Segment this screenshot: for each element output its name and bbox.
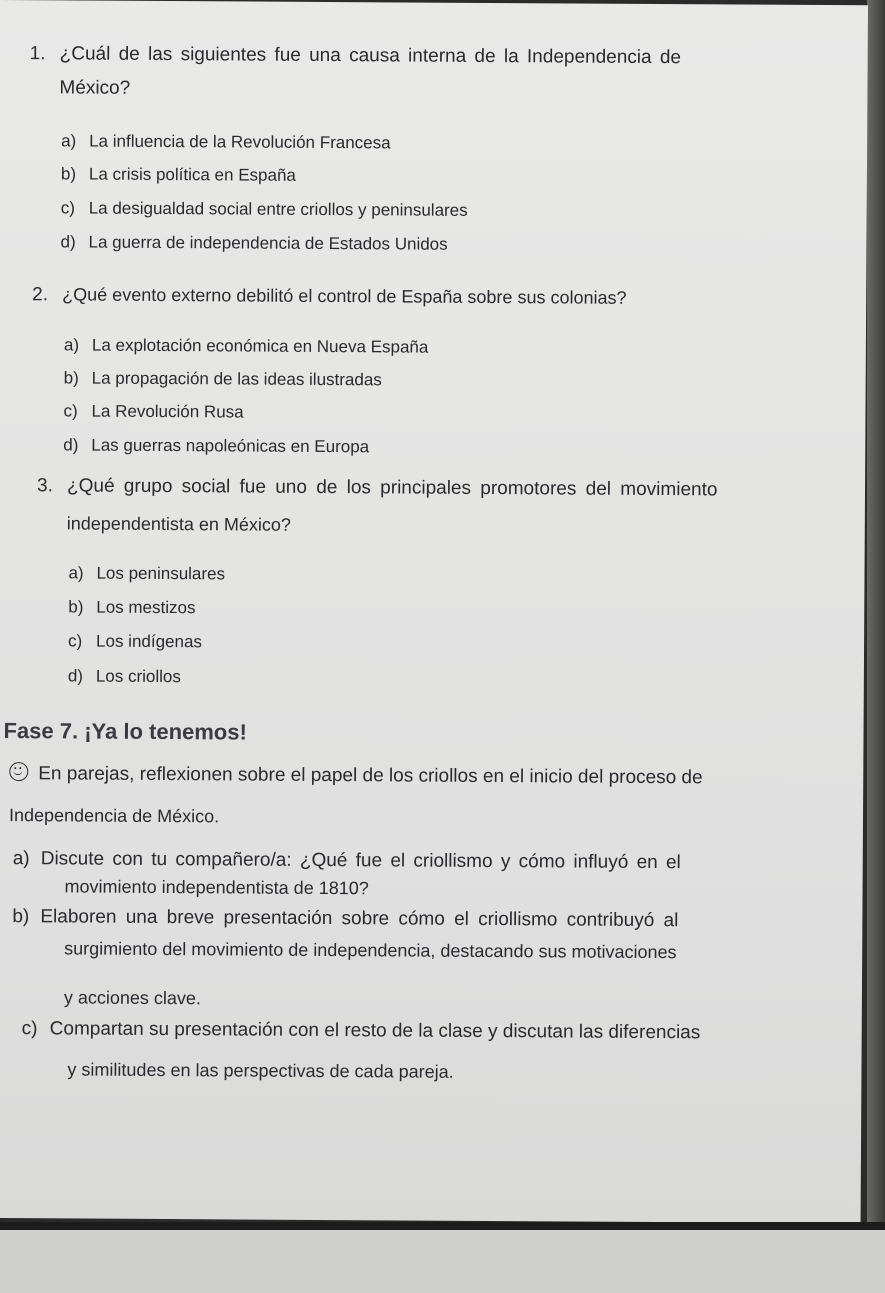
answer-option-d[interactable] [63,435,369,457]
option-letter: b) [68,597,84,617]
option-letter: a) [63,335,80,355]
phase-intro-line: En parejas, reflexionen sobre el papel de los criollos en el inicio del proceso de [38,763,703,789]
option-text: Los criollos [95,666,181,687]
item-text: Discute con tu compañero/a: ¿Qué fue el criollismo y cómo influyó en el [40,848,681,874]
item-text: y similitudes en las perspectivas de cada pareja. [67,1059,454,1082]
option-text: Los indígenas [96,631,203,652]
answer-option-b[interactable] [64,368,382,390]
question-text: ¿Qué evento externo debilitó el control de España sobre sus colonias? [62,284,627,308]
smile-icon [9,762,28,781]
item-text: Compartan su presentación con el resto de la clase y discutan las diferencias [49,1018,701,1044]
option-letter: b) [60,164,77,184]
option-text: La desigualdad social entre criollos y peninsulares [88,198,468,220]
answer-option-c[interactable] [63,401,243,422]
option-letter: c) [68,631,83,651]
answer-option-a[interactable] [64,335,429,357]
question-number: 2. [32,284,49,306]
answer-option-d[interactable] [68,666,181,687]
answer-option-b[interactable] [68,597,195,618]
question-text: ¿Qué grupo social fue uno de los principales promotores del movimiento [66,475,718,501]
phase-title: Fase 7. ¡Ya lo tenemos! [3,718,247,745]
item-text: Elaboren una breve presentación sobre cómo el criollismo contribuyó al [40,906,679,932]
option-text: La influencia de la Revolución Francesa [89,131,391,153]
question-text: independentista en México? [66,513,292,535]
table-edge-line [0,1222,885,1230]
option-letter: c) [63,401,78,421]
option-text: La explotación económica en Nueva España [91,335,429,357]
option-text: Las guerras napoleónicas en Europa [91,435,370,457]
lower-paper [0,1230,885,1293]
phase-intro [9,762,702,789]
item-text: y acciones clave. [63,987,202,1009]
item-letter: b) [12,906,30,928]
option-text: Los peninsulares [96,563,226,584]
question-number: 3. [36,475,53,497]
phase-intro-line: Independencia de México. [8,805,220,827]
option-letter: b) [63,368,79,388]
question-number: 1. [29,43,46,65]
item-text: movimiento independentista de 1810? [64,876,369,899]
page-right-edge [867,0,885,1222]
option-letter: a) [61,131,77,151]
option-text: La crisis política en España [88,164,296,185]
item-letter: c) [21,1018,38,1040]
option-letter: d) [60,232,76,252]
question-text: ¿Cuál de las siguientes fue una causa interna de la Independencia de [59,43,682,69]
option-letter: d) [67,666,84,686]
answer-option-c[interactable] [68,631,202,652]
answer-option-d[interactable] [60,232,447,254]
item-letter: a) [12,848,30,870]
question-1 [0,0,868,254]
answer-option-a[interactable] [68,563,225,584]
question-text: México? [59,77,131,99]
option-letter: d) [63,435,79,455]
option-letter: c) [60,198,75,218]
answer-option-b[interactable] [61,164,296,185]
option-text: Los mestizos [96,597,196,618]
option-text: La propagación de las ideas ilustradas [91,368,382,390]
option-letter: a) [68,563,84,583]
answer-option-c[interactable] [61,198,468,220]
option-text: La guerra de independencia de Estados Unidos [88,232,448,254]
item-text: surgimiento del movimiento de independencia, destacando sus motivaciones [64,938,677,963]
answer-option-a[interactable] [61,131,391,153]
option-text: La Revolución Rusa [91,401,244,422]
